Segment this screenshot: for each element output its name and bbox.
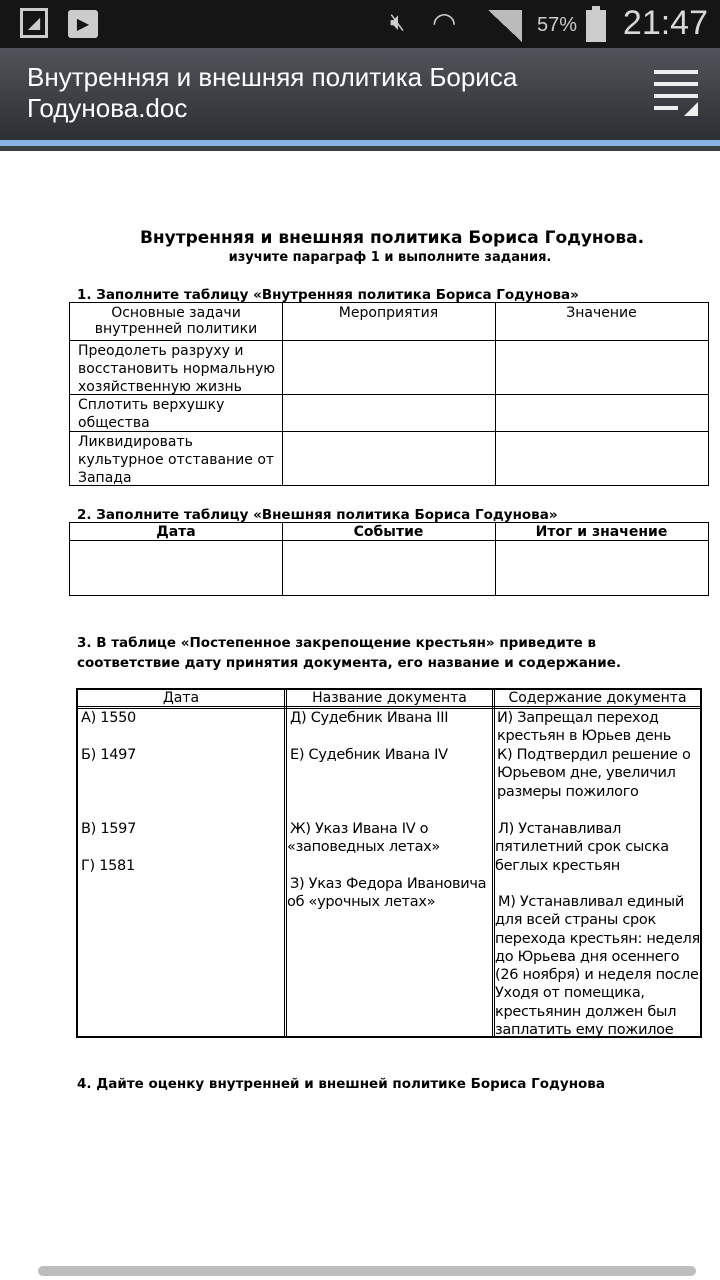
doc-heading: Внутренняя и внешняя политика Бориса Годунова.: [139, 228, 645, 248]
date-item: А) 1550: [81, 710, 136, 726]
table-cell: Сплотить верхушку общества: [78, 397, 225, 431]
mute-icon: 🔇︎: [390, 8, 406, 36]
play-store-icon: ▶: [68, 10, 98, 38]
header: Дата: [156, 524, 196, 540]
task3-label: 3. В таблице «Постепенное закрепощение крестьян» приведите в соответствие дату принятия документа, его название и содержание.: [77, 635, 621, 671]
header: Событие: [353, 524, 424, 540]
task1-label: 1. Заполните таблицу «Внутренняя политика Бориса Годунова»: [77, 287, 579, 303]
date-item: Г) 1581: [81, 858, 135, 874]
header: Основные задачи внутренней политики: [94, 305, 258, 337]
header: Значение: [566, 305, 637, 321]
content-item: К) Подтвердил решение о Юрьевом дне, увеличил размеры пожилого: [497, 747, 691, 800]
date-item: В) 1597: [81, 821, 137, 837]
header: Итог и значение: [535, 524, 668, 540]
content-item: М) Устанавливал единый для всей страны срок перехода крестьян: неделя до Юрьева дня осеннего (26 ноября) и неделя после. Уходя от помещика, крестьянин должен был заплатить ему пожилое: [495, 894, 703, 1039]
external-policy-table: [69, 522, 709, 596]
header: Мероприятия: [338, 305, 439, 321]
header: Название документа: [312, 690, 467, 706]
document-item: Д) Судебник Ивана III: [290, 710, 449, 726]
task4-label: 4. Дайте оценку внутренней и внешней политике Бориса Годунова: [77, 1076, 605, 1092]
content-item: Л) Устанавливал пятилетний срок сыска беглых крестьян: [495, 821, 669, 874]
serfdom-table: [76, 688, 702, 1038]
doc-subheading: изучите параграф 1 и выполните задания.: [228, 250, 552, 265]
horizontal-scrollbar[interactable]: [38, 1266, 696, 1276]
document-item: З) Указ Федора Ивановича об «урочных летах»: [287, 876, 487, 911]
header: Дата: [162, 690, 200, 706]
header: Содержание документа: [508, 690, 687, 706]
date-item: Б) 1497: [81, 747, 137, 763]
document-item: Е) Судебник Ивана IV: [290, 747, 448, 763]
battery-icon: [586, 10, 606, 42]
divider: [0, 146, 720, 151]
table-cell: Ликвидировать культурное отставание от Запада: [78, 434, 275, 486]
document-title: Внутренняя и внешняя политика Бориса Годунова.doc: [27, 62, 518, 123]
status-bar: [0, 0, 720, 48]
menu-icon[interactable]: [654, 70, 698, 116]
wifi-icon: ◠: [432, 6, 457, 39]
gallery-icon: ◢: [20, 8, 48, 38]
signal-icon: [488, 10, 522, 42]
table-cell: Преодолеть разруху и восстановить нормальную хозяйственную жизнь: [78, 343, 276, 395]
clock: 21:47: [622, 4, 708, 42]
app-bar: [0, 48, 720, 140]
content-item: И) Запрещал переход крестьян в Юрьев день: [497, 710, 671, 745]
document-item: Ж) Указ Ивана IV о «заповедных летах»: [287, 821, 441, 856]
battery-percent: 57%: [537, 14, 578, 36]
task2-label: 2. Заполните таблицу «Внешняя политика Бориса Годунова»: [77, 507, 558, 523]
internal-policy-table: [69, 302, 709, 486]
